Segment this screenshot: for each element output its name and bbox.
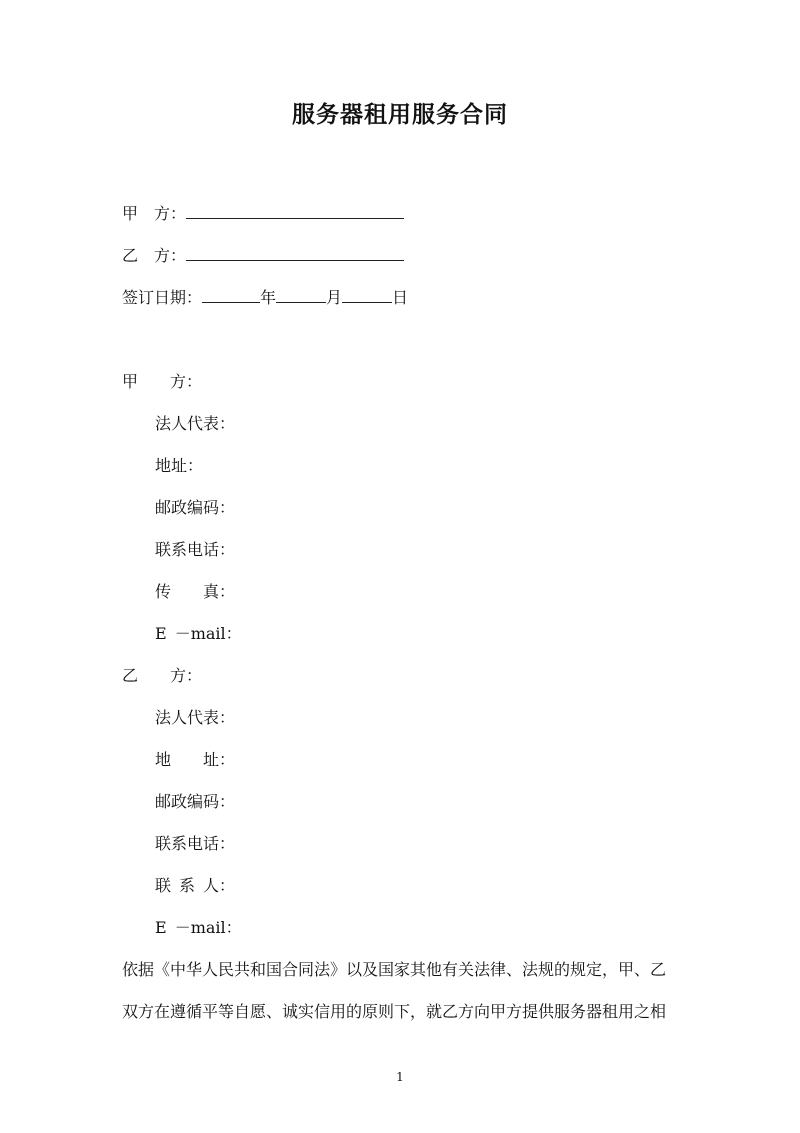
body-line-1: 依据《中华人民共和国合同法》以及国家其他有关法律、法规的规定，甲、乙 [122,960,667,979]
party-b-address-1: 地 [155,750,172,769]
year-blank[interactable] [202,288,260,303]
party-b-address-2: 址： [203,750,236,769]
party-a-fax-2: 真： [203,582,236,601]
day-blank[interactable] [342,288,392,303]
party-b-heading-2: 方： [170,666,203,685]
header-party-a-label-1: 甲 [122,204,139,223]
party-b-contact-2: 系 [179,876,196,895]
party-b-address [155,749,235,771]
party-a-heading-1: 甲 [122,372,139,391]
party-a-email-1: E [155,624,167,643]
page-number: 1 [396,1070,404,1084]
party-b-heading-1: 乙 [122,666,139,685]
header-party-b-line [122,245,404,267]
year-label: 年 [260,288,277,307]
body-line-2: 双方在遵循平等自愿、诚实信用的原则下，就乙方向甲方提供服务器租用之相 [122,1002,667,1021]
day-label: 日 [392,288,409,307]
party-a-fax [155,581,235,603]
party-b-legal-rep: 法人代表： [155,708,236,727]
party-a-legal-rep: 法人代表： [155,414,236,433]
party-b-contact [155,875,235,897]
party-a-postcode: 邮政编码： [155,498,236,517]
party-b-contact-1: 联 [155,876,172,895]
party-b-email-1: E [155,918,167,937]
party-b-blank[interactable] [186,246,404,261]
party-a-phone: 联系电话： [155,540,236,559]
party-a-heading-2: 方： [170,372,203,391]
header-party-b-label-1: 乙 [122,246,139,265]
month-blank[interactable] [276,288,326,303]
party-b-contact-3: 人： [203,876,236,895]
sign-date-label: 签订日期： [122,288,203,307]
month-label: 月 [326,288,343,307]
header-party-b-label-2: 方： [154,246,187,265]
party-b-heading [122,665,202,687]
party-b-postcode: 邮政编码： [155,792,236,811]
party-b-email [155,917,242,939]
party-b-email-2: －mail： [174,918,242,937]
header-party-a-label-2: 方： [154,204,187,223]
party-a-email-2: －mail： [174,624,242,643]
party-a-heading [122,371,202,393]
party-a-address: 地址： [155,456,204,475]
party-a-email [155,623,242,645]
party-a-blank[interactable] [186,204,404,219]
party-a-fax-1: 传 [155,582,172,601]
sign-date-line [122,287,408,309]
document-title: 服务器租用服务合同 [292,102,508,128]
party-b-phone: 联系电话： [155,834,236,853]
header-party-a-line [122,203,404,225]
